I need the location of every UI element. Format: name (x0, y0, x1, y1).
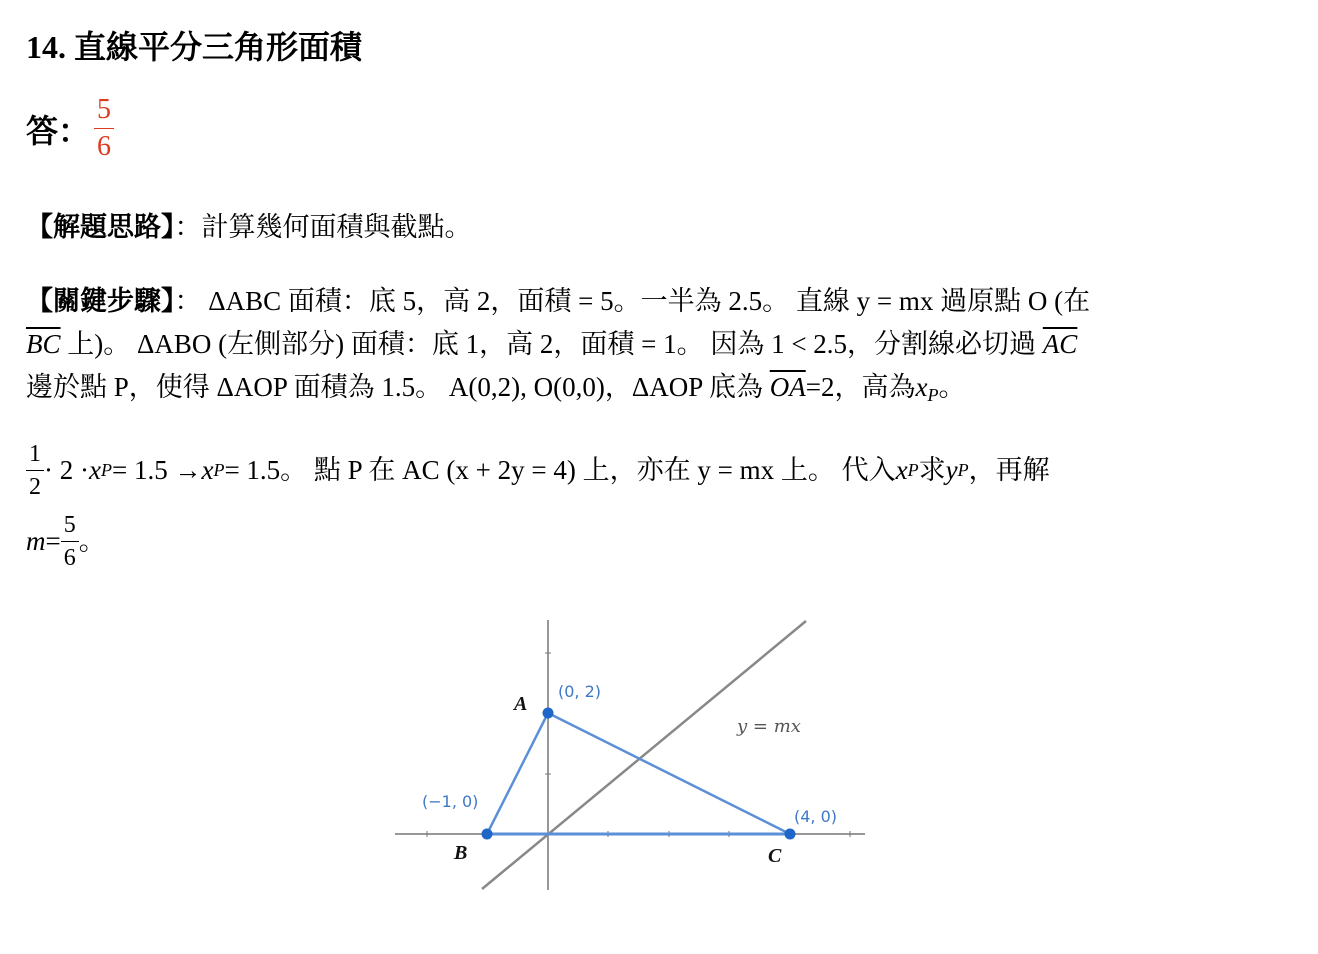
var-m: m (26, 525, 46, 556)
steps-label: 【關鍵步驟】 (26, 286, 175, 316)
point-b-coord: (−1, 0) (422, 792, 479, 811)
math-line-1 (26, 432, 1050, 508)
line-y-mx (482, 621, 806, 889)
answer-label: 答： (26, 112, 91, 149)
problem-title: 14. 直線平分三角形面積 (26, 29, 363, 65)
var-sub: P (213, 459, 225, 480)
var-sub: P (100, 459, 112, 480)
segment-ab (487, 713, 548, 834)
fraction-bar (94, 128, 114, 129)
point-a-coord: (0, 2) (558, 682, 602, 701)
math-1-d: 求 (918, 454, 946, 485)
var-y: y (945, 454, 958, 485)
math-1-a: · 2 · (44, 454, 89, 485)
steps-line-3-text: 邊於點 P，使得 ΔAOP 面積為 1.5。 A(0,2), O(0,0)，ΔAOP 底為 (26, 372, 770, 402)
steps-line-1 (26, 280, 1090, 323)
var-sub: P (957, 459, 969, 480)
fraction-bar (61, 541, 79, 542)
point-b (482, 829, 493, 840)
m-numerator: 5 (63, 511, 76, 538)
segment-oa: $\overline{OA}$ (769, 372, 806, 402)
figure-svg (380, 612, 880, 902)
answer-denominator: 6 (97, 131, 112, 162)
approach-label: 【解題思路】 (26, 212, 175, 242)
point-c (785, 829, 796, 840)
math-line-2 (26, 506, 106, 576)
var-sub: P (907, 459, 919, 480)
math-2-end: 。 (78, 525, 106, 556)
steps-section (26, 280, 1090, 409)
steps-line-1-text: ： ΔABC 面積：底 5，高 2，面積 = 5。一半為 2.5。 直線 y = mx 過原點 O (在 (174, 286, 1091, 316)
segment-bc: $\overline{BC}$ (26, 329, 61, 359)
steps-line-3-height: =2，高為 (805, 372, 916, 402)
steps-line-2 (26, 323, 1090, 366)
approach-section (26, 206, 472, 249)
point-a-label: A (514, 693, 528, 715)
triangle-figure (380, 612, 880, 902)
point-c-label: C (768, 845, 782, 867)
var-x: x (895, 454, 908, 485)
point-a (543, 708, 554, 719)
math-2-eq: = (45, 525, 61, 556)
point-c-coord: (4, 0) (794, 807, 838, 826)
m-fraction (61, 513, 79, 570)
math-1-b: = 1.5 → (111, 454, 202, 485)
math-1-c: = 1.5。 點 P 在 AC (x + 2y = 4) 上，亦在 y = mx 上。 代入 (224, 454, 896, 485)
math-1-e: ，再解 (968, 454, 1050, 485)
var-x: x (915, 372, 928, 402)
answer-fraction (94, 96, 114, 161)
var-sub: P (927, 385, 939, 405)
steps-line-2-text: 上)。 ΔABO (左側部分) 面積：底 1，高 2，面積 = 1。 因為 1 < 2.5，分割線必切過 (60, 329, 1043, 359)
var-x: x (88, 454, 101, 485)
m-denominator: 6 (63, 544, 76, 571)
half-numerator: 1 (29, 440, 41, 467)
approach-text: ：計算幾何面積與截點。 (174, 212, 472, 242)
steps-line-3 (26, 366, 1090, 409)
steps-line-3-end: 。 (938, 372, 966, 402)
fraction-bar (26, 470, 44, 471)
point-b-label: B (454, 842, 468, 864)
segment-ac: $\overline{AC}$ (1042, 329, 1078, 359)
half-denominator: 2 (29, 473, 41, 500)
answer-numerator: 5 (97, 94, 112, 125)
half-fraction (26, 442, 44, 499)
answer (26, 96, 114, 161)
line-equation-label: y = mx (737, 716, 801, 737)
var-x: x (201, 454, 214, 485)
